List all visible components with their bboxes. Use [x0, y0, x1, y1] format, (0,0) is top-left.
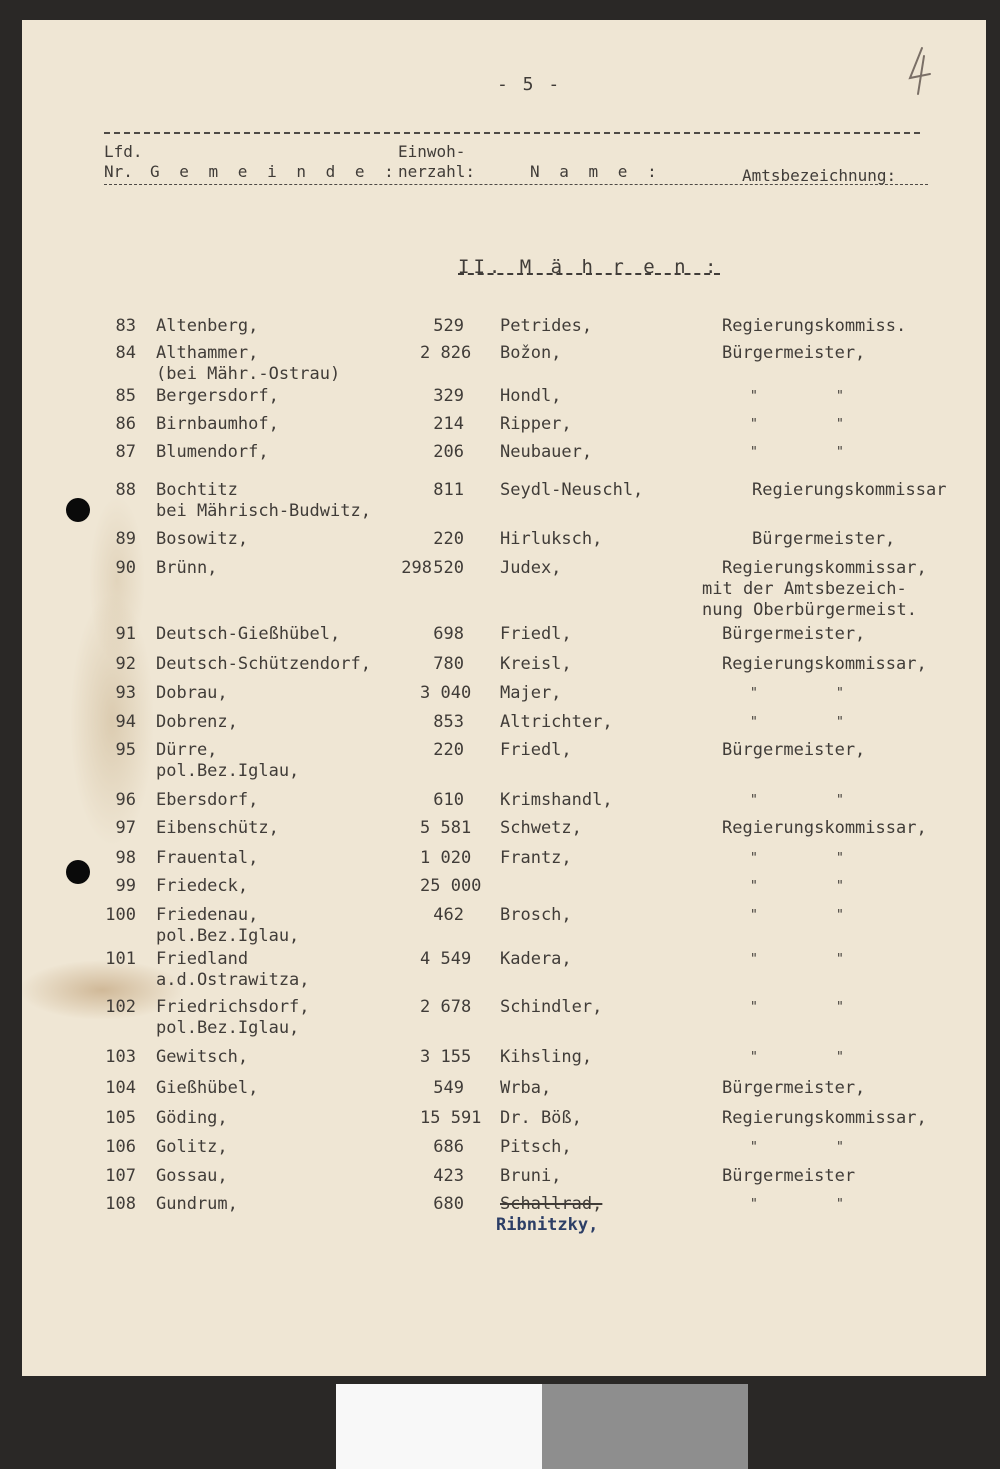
- place-name: Frauental,: [156, 848, 259, 868]
- row-number: 108: [105, 1194, 136, 1214]
- official-name: Majer,: [500, 683, 562, 703]
- row-number: 101: [105, 949, 136, 969]
- header-amtsbezeichnung: Amtsbezeichnung:: [742, 166, 897, 185]
- ditto-mark: ": [836, 952, 844, 967]
- header-nr: Nr.: [104, 162, 133, 181]
- ditto-mark: ": [750, 389, 758, 404]
- place-name: Dürre,: [156, 740, 218, 760]
- official-name-struck: Schallrad,: [500, 1194, 603, 1214]
- ditto-mark: ": [836, 793, 844, 808]
- official-name: Krimshandl,: [500, 790, 613, 810]
- ditto-mark: ": [750, 793, 758, 808]
- ditto-mark: ": [836, 1050, 844, 1065]
- row-number: 97: [115, 818, 136, 838]
- place-name: Altenberg,: [156, 316, 259, 336]
- row-number: 93: [115, 683, 136, 703]
- official-title: Regierungskommissar,: [722, 654, 927, 674]
- place-name: Gundrum,: [156, 1194, 238, 1214]
- header-underline: [104, 184, 928, 185]
- place-name: Friedeck,: [156, 876, 249, 896]
- row-number: 98: [115, 848, 136, 868]
- official-title: Bürgermeister: [722, 1166, 856, 1186]
- row-number: 92: [115, 654, 136, 674]
- official-name: Petrides,: [500, 316, 593, 336]
- place-name: Bochtitz: [156, 480, 238, 500]
- official-title: Regierungskommissar,: [722, 818, 927, 838]
- color-target-gray: [542, 1384, 748, 1469]
- official-title-line3: nung Oberbürgermeist.: [702, 600, 917, 620]
- row-number: 96: [115, 790, 136, 810]
- place-name: Eibenschütz,: [156, 818, 279, 838]
- place-name: Golitz,: [156, 1137, 228, 1157]
- official-title: Regierungskommissar,: [722, 558, 927, 578]
- header-rule: [104, 132, 920, 134]
- population: 206: [433, 442, 464, 462]
- place-name: Deutsch-Gießhübel,: [156, 624, 341, 644]
- place-name: Gießhübel,: [156, 1078, 259, 1098]
- place-name: Deutsch-Schützendorf,: [156, 654, 371, 674]
- population: 1 020: [420, 848, 472, 868]
- place-name: Friedenau,: [156, 905, 259, 925]
- punch-hole: [66, 860, 90, 884]
- place-name-detail: bei Mährisch-Budwitz,: [156, 501, 371, 521]
- ditto-mark: ": [836, 715, 844, 730]
- punch-hole: [66, 498, 90, 522]
- official-name: Hirluksch,: [500, 529, 603, 549]
- row-number: 106: [105, 1137, 136, 1157]
- official-name: Brosch,: [500, 905, 572, 925]
- ditto-mark: ": [836, 389, 844, 404]
- official-title: Bürgermeister,: [722, 1078, 866, 1098]
- population: 423: [433, 1166, 464, 1186]
- population: 329: [433, 386, 464, 406]
- official-name-handwritten: Ribnitzky,: [496, 1215, 599, 1235]
- ditto-mark: ": [750, 417, 758, 432]
- ditto-mark: ": [750, 715, 758, 730]
- official-name: Friedl,: [500, 740, 572, 760]
- ditto-mark: ": [750, 879, 758, 894]
- handwritten-page-mark: [904, 46, 934, 96]
- place-name: Dobrenz,: [156, 712, 238, 732]
- row-number: 95: [115, 740, 136, 760]
- official-title: Bürgermeister,: [752, 529, 896, 549]
- population: 4 549: [420, 949, 472, 969]
- place-name-detail: pol.Bez.Iglau,: [156, 926, 300, 946]
- population: 853: [433, 712, 464, 732]
- ditto-mark: ": [836, 1197, 844, 1212]
- row-number: 104: [105, 1078, 136, 1098]
- header-einwohnerzahl-line1: Einwoh-: [398, 142, 466, 161]
- ditto-mark: ": [750, 1050, 758, 1065]
- official-name: Friedl,: [500, 624, 572, 644]
- ditto-mark: ": [750, 686, 758, 701]
- place-name: Birnbaumhof,: [156, 414, 279, 434]
- official-title: Bürgermeister,: [722, 740, 866, 760]
- official-name: Bruni,: [500, 1166, 562, 1186]
- population: 520: [433, 558, 464, 578]
- header-name: N a m e :: [530, 162, 662, 181]
- official-name: Pitsch,: [500, 1137, 572, 1157]
- row-number: 102: [105, 997, 136, 1017]
- place-name-detail: a.d.Ostrawitza,: [156, 970, 310, 990]
- population: 610: [433, 790, 464, 810]
- official-name: Kihsling,: [500, 1047, 593, 1067]
- official-name: Hondl,: [500, 386, 562, 406]
- header-einwohnerzahl-line2: nerzahl:: [398, 162, 476, 181]
- ditto-mark: ": [836, 686, 844, 701]
- population: 3 040: [420, 683, 472, 703]
- row-number: 84: [115, 343, 136, 363]
- row-number: 88: [115, 480, 136, 500]
- official-name: Seydl-Neuschl,: [500, 480, 644, 500]
- official-name: Neubauer,: [500, 442, 593, 462]
- official-title: Regierungskommissar: [752, 480, 947, 500]
- official-title: Regierungskommissar,: [722, 1108, 927, 1128]
- place-name: Althammer,: [156, 343, 259, 363]
- official-name: Schwetz,: [500, 818, 582, 838]
- document-page: [22, 20, 986, 1376]
- place-name: Gossau,: [156, 1166, 228, 1186]
- place-name: Friedland: [156, 949, 249, 969]
- population: 2 826: [420, 343, 472, 363]
- population: 25 000: [420, 876, 482, 896]
- row-number: 100: [105, 905, 136, 925]
- population: 686: [433, 1137, 464, 1157]
- official-title: Bürgermeister,: [722, 343, 866, 363]
- population-extra: 298: [401, 558, 432, 578]
- official-name: Kreisl,: [500, 654, 572, 674]
- row-number: 107: [105, 1166, 136, 1186]
- place-name: Göding,: [156, 1108, 228, 1128]
- population: 5 581: [420, 818, 472, 838]
- ditto-mark: ": [836, 1140, 844, 1155]
- place-name: Blumendorf,: [156, 442, 269, 462]
- population: 529: [433, 316, 464, 336]
- row-number: 105: [105, 1108, 136, 1128]
- population: 15 591: [420, 1108, 482, 1128]
- official-name: Božon,: [500, 343, 562, 363]
- row-number: 94: [115, 712, 136, 732]
- ditto-mark: ": [750, 851, 758, 866]
- section-heading: II. M ä h r e n :: [458, 256, 721, 278]
- population: 549: [433, 1078, 464, 1098]
- place-name: Bosowitz,: [156, 529, 249, 549]
- place-name: Friedrichsdorf,: [156, 997, 310, 1017]
- population: 462: [433, 905, 464, 925]
- population: 220: [433, 529, 464, 549]
- header-gemeinde: G e m e i n d e :: [150, 162, 399, 181]
- ditto-mark: ": [836, 908, 844, 923]
- row-number: 90: [115, 558, 136, 578]
- official-name: Dr. Böß,: [500, 1108, 582, 1128]
- population: 780: [433, 654, 464, 674]
- row-number: 85: [115, 386, 136, 406]
- page-number: - 5 -: [497, 74, 562, 95]
- color-target-white: [336, 1384, 542, 1469]
- ditto-mark: ": [836, 445, 844, 460]
- population: 220: [433, 740, 464, 760]
- row-number: 99: [115, 876, 136, 896]
- ditto-mark: ": [750, 1140, 758, 1155]
- place-name: Brünn,: [156, 558, 218, 578]
- row-number: 91: [115, 624, 136, 644]
- row-number: 87: [115, 442, 136, 462]
- official-title: Bürgermeister,: [722, 624, 866, 644]
- row-number: 89: [115, 529, 136, 549]
- row-number: 83: [115, 316, 136, 336]
- population: 3 155: [420, 1047, 472, 1067]
- official-name: Ripper,: [500, 414, 572, 434]
- population: 2 678: [420, 997, 472, 1017]
- place-name: Dobrau,: [156, 683, 228, 703]
- place-name: Ebersdorf,: [156, 790, 259, 810]
- population: 811: [433, 480, 464, 500]
- population: 680: [433, 1194, 464, 1214]
- official-name: Schindler,: [500, 997, 603, 1017]
- ditto-mark: ": [750, 952, 758, 967]
- ditto-mark: ": [836, 1000, 844, 1015]
- official-name: Frantz,: [500, 848, 572, 868]
- place-name-detail: pol.Bez.Iglau,: [156, 1018, 300, 1038]
- ditto-mark: ": [836, 417, 844, 432]
- population: 214: [433, 414, 464, 434]
- ditto-mark: ": [836, 851, 844, 866]
- ditto-mark: ": [750, 1000, 758, 1015]
- population: 698: [433, 624, 464, 644]
- place-name: Bergersdorf,: [156, 386, 279, 406]
- place-name-detail: (bei Mähr.-Ostrau): [156, 364, 341, 384]
- row-number: 86: [115, 414, 136, 434]
- row-number: 103: [105, 1047, 136, 1067]
- ditto-mark: ": [750, 1197, 758, 1212]
- ditto-mark: ": [836, 879, 844, 894]
- ditto-mark: ": [750, 445, 758, 460]
- header-lfd: Lfd.: [104, 142, 143, 161]
- place-name: Gewitsch,: [156, 1047, 249, 1067]
- ditto-mark: ": [750, 908, 758, 923]
- official-name: Wrba,: [500, 1078, 552, 1098]
- official-name: Altrichter,: [500, 712, 613, 732]
- official-title: Regierungskommiss.: [722, 316, 907, 336]
- place-name-detail: pol.Bez.Iglau,: [156, 761, 300, 781]
- official-title-line2: mit der Amtsbezeich-: [702, 579, 907, 599]
- official-name: Judex,: [500, 558, 562, 578]
- official-name: Kadera,: [500, 949, 572, 969]
